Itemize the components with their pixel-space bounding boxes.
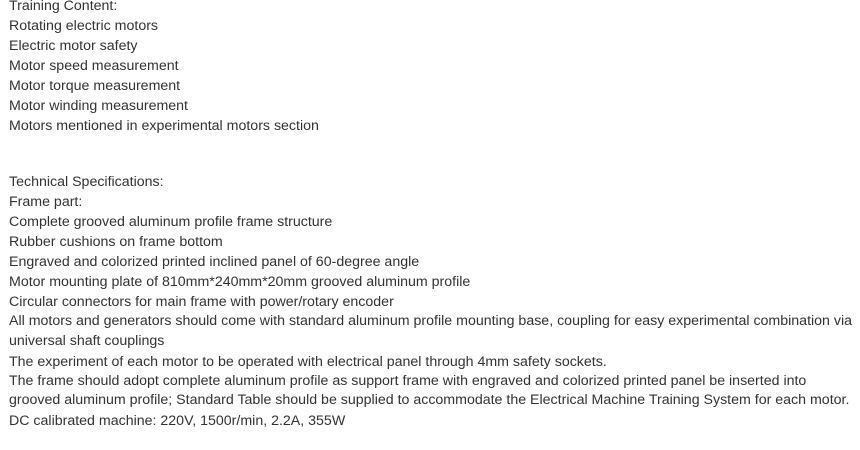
document-body xyxy=(9,0,857,431)
spec-item: All motors and generators should come with standard aluminum profile mounting base, coupling for easy experimental combination via universal shaft couplings xyxy=(9,313,853,349)
spec-item: The experiment of each motor to be operated with electrical panel through 4mm safety sockets. xyxy=(9,353,607,370)
technical-specifications-section xyxy=(9,172,857,431)
training-item: Rotating electric motors xyxy=(9,18,159,34)
training-item: Electric motor safety xyxy=(9,38,138,54)
training-item: Motors mentioned in experimental motors section xyxy=(9,118,319,134)
spec-item: Complete grooved aluminum profile frame structure xyxy=(9,214,333,230)
training-item: Motor torque measurement xyxy=(9,78,181,94)
training-content-section xyxy=(9,0,857,136)
spec-item: Motor mounting plate of 810mm*240mm*20mm grooved aluminum profile xyxy=(9,274,471,290)
training-item: Motor speed measurement xyxy=(9,58,179,74)
frame-part-heading: Frame part: xyxy=(9,194,83,210)
section-spacer xyxy=(9,136,857,172)
technical-specifications-heading: Technical Specifications: xyxy=(9,174,164,190)
training-content-heading: Training Content: xyxy=(9,0,118,14)
training-item: Motor winding measurement xyxy=(9,98,188,114)
spec-item: The frame should adopt complete aluminum profile as support frame with engraved and colorized printed panel be inserted into grooved aluminum profile; Standard Table should be supplied to accommodate the Electrical Machine Training System for each motor. xyxy=(9,372,850,409)
spec-item: Rubber cushions on frame bottom xyxy=(9,234,223,250)
spec-item: DC calibrated machine: 220V, 1500r/min, 2.2A, 355W xyxy=(9,413,346,430)
spec-item: Circular connectors for main frame with power/rotary encoder xyxy=(9,294,394,310)
spec-item: Engraved and colorized printed inclined panel of 60-degree angle xyxy=(9,254,420,270)
